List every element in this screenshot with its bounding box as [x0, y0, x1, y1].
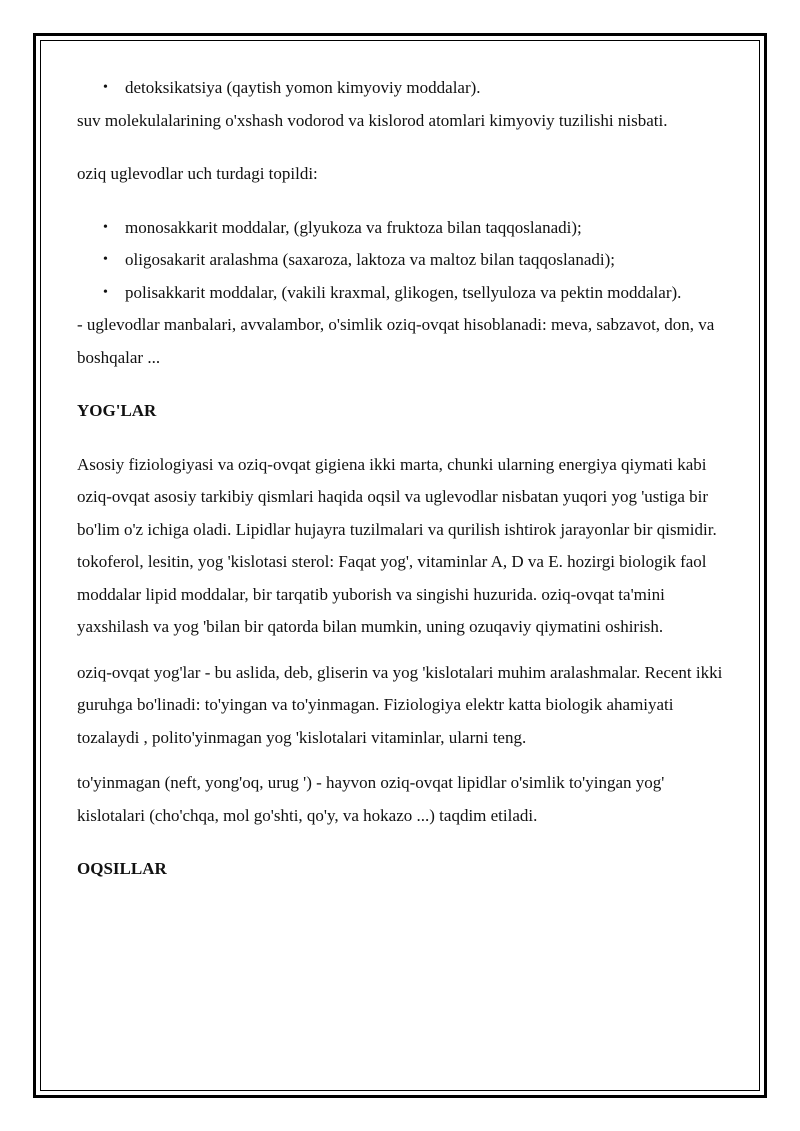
- bullet-list-top: [77, 72, 732, 105]
- paragraph-dietary-fats: oziq-ovqat yog'lar - bu aslida, deb, gliserin va yog 'kislotalari muhim aralashmalar. Recent ikki guruhga bo'linadi: to'yingan va to'yinmagan. Fiziologiya elektr katta biologik ahamiyati tozalaydi , polito'yinmagan yog 'kislotalari vitaminlar, ularni teng.: [77, 662, 723, 747]
- document-body: [77, 72, 732, 886]
- list-item: • polisakkarit moddalar, (vakili kraxmal, glikogen, tsellyuloza va pektin moddalar).: [125, 277, 732, 310]
- bullet-list-carbs: [77, 212, 732, 310]
- paragraph-unsaturated: to'yinmagan (neft, yong'oq, urug ') - hayvon oziq-ovqat lipidlar o'simlik to'yingan yog' kislotalari (cho'chqa, mol go'shti, qo'y, va hokazo ...) taqdim etiladi.: [77, 773, 665, 825]
- section-heading-fats: YOG'LAR: [77, 401, 157, 420]
- paragraph-carb-sources: - uglevodlar manbalari, avvalambor, o'simlik oziq-ovqat hisoblanadi: meva, sabzavot, don, va boshqalar ...: [77, 315, 715, 367]
- section-heading-proteins: OQSILLAR: [77, 859, 167, 878]
- paragraph-tocopherol: tokoferol, lesitin, yog 'kislotasi sterol: Faqat yog', vitaminlar A, D va E. hozirgi biologik faol moddalar lipid moddalar, bir tarqatib yuborish va singishi huzurida. oziq-ovqat ta'mini yaxshilash va yog 'bilan bir qatorda bilan mumkin, uning ozuqaviy qiymatini oshirish.: [77, 552, 707, 636]
- list-item: • monosakkarit moddalar, (glyukoza va fruktoza bilan taqqoslanadi);: [125, 212, 732, 245]
- paragraph-carbs-intro: oziq uglevodlar uch turdagi topildi:: [77, 164, 318, 183]
- paragraph-water: suv molekulalarining o'xshash vodorod va kislorod atomlari kimyoviy tuzilishi nisbati.: [77, 110, 668, 130]
- list-item: • detoksikatsiya (qaytish yomon kimyoviy moddalar).: [125, 72, 732, 105]
- list-item: • oligosakarit aralashma (saxaroza, laktoza va maltoz bilan taqqoslanadi);: [125, 244, 732, 277]
- paragraph-fats-intro: Asosiy fiziologiyasi va oziq-ovqat gigiena ikki marta, chunki ularning energiya qiymati kabi oziq-ovqat asosiy tarkibiy qismlari haqida oqsil va uglevodlar nisbatan yuqori yog 'ustiga bir bo'lim o'z ichiga oladi. Lipidlar hujayra tuzilmalari va qurilish ishtirok jarayonlar bir qismidir.: [77, 454, 717, 539]
